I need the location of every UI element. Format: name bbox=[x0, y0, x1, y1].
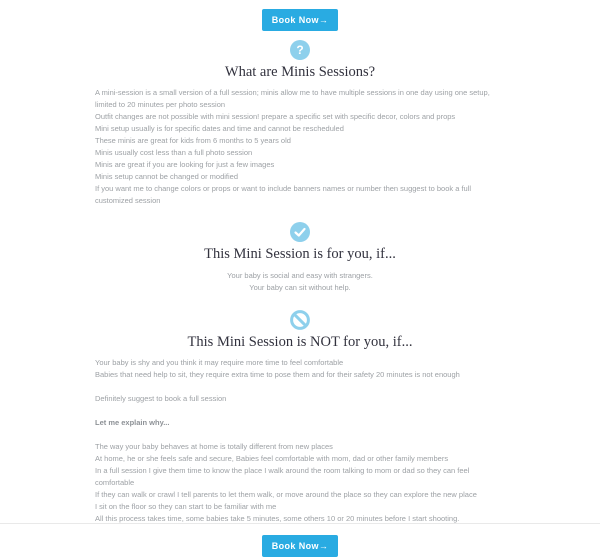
body-line: Outfit changes are not possible with mini session! prepare a specific set with specific decor, colors and props bbox=[95, 112, 456, 121]
body-line: These minis are great for kids from 6 months to 5 years old bbox=[95, 136, 291, 145]
body-line: The way your baby behaves at home is totally different from new places bbox=[95, 442, 333, 451]
body-line: If you want me to change colors or props or want to include banners names or number then suggest to book a full customized session bbox=[95, 184, 472, 205]
suggestion-line: Definitely suggest to book a full session bbox=[95, 394, 227, 403]
section-for-you bbox=[0, 222, 600, 294]
body-line: Babies that need help to sit, they require extra time to pose them and for their safety 20 minutes is not enough bbox=[95, 370, 460, 379]
for-you-body bbox=[95, 270, 505, 294]
body-line: At home, he or she feels safe and secure, Babies feel comfortable with mom, dad or other family members bbox=[95, 454, 449, 463]
top-button-row bbox=[0, 0, 600, 31]
question-icon: ? bbox=[290, 40, 310, 60]
body-line: I sit on the floor so they can start to be familiar with me bbox=[95, 502, 277, 511]
body-line: Your baby is social and easy with strangers. bbox=[227, 271, 373, 280]
body-line: All this process takes time, some babies take 5 minutes, some others 10 or 20 minutes before I start shooting. bbox=[95, 514, 460, 523]
body-line: Minis usually cost less than a full photo session bbox=[95, 148, 253, 157]
body-line: Minis setup cannot be changed or modified bbox=[95, 172, 239, 181]
section-heading-what: What are Minis Sessions? bbox=[224, 64, 376, 80]
section-what-are-minis bbox=[0, 40, 600, 207]
bottom-button-row bbox=[0, 535, 600, 557]
explain-heading: Let me explain why... bbox=[95, 418, 170, 427]
body-line: A mini-session is a small version of a full session; minis allow me to have multiple sessions in one day using one setup, limited to 20 minutes per photo session bbox=[95, 88, 490, 109]
body-line: Your baby is shy and you think it may require more time to feel comfortable bbox=[95, 358, 344, 367]
ban-icon bbox=[290, 310, 310, 330]
what-body bbox=[95, 87, 505, 207]
section-divider bbox=[0, 523, 600, 524]
section-heading-not-for-you: This Mini Session is NOT for you, if... bbox=[187, 334, 413, 350]
book-now-button-bottom[interactable]: Book Now→ bbox=[262, 535, 338, 557]
section-not-for-you bbox=[0, 310, 600, 525]
body-line: Mini setup usually is for specific dates and time and cannot be rescheduled bbox=[95, 124, 344, 133]
section-heading-for-you: This Mini Session is for you, if... bbox=[204, 246, 396, 262]
book-now-button-top[interactable]: Book Now→ bbox=[262, 9, 338, 31]
body-line: If they can walk or crawl I tell parents to let them walk, or move around the place so they can explore the new place bbox=[95, 490, 477, 499]
check-icon bbox=[290, 222, 310, 242]
not-for-you-body bbox=[95, 357, 505, 525]
body-line: In a full session I give them time to know the place I walk around the room talking to mom or dad so they can feel comfortable bbox=[95, 466, 470, 487]
body-line: Minis are great if you are looking for just a few images bbox=[95, 160, 275, 169]
body-line: Your baby can sit without help. bbox=[249, 283, 351, 292]
